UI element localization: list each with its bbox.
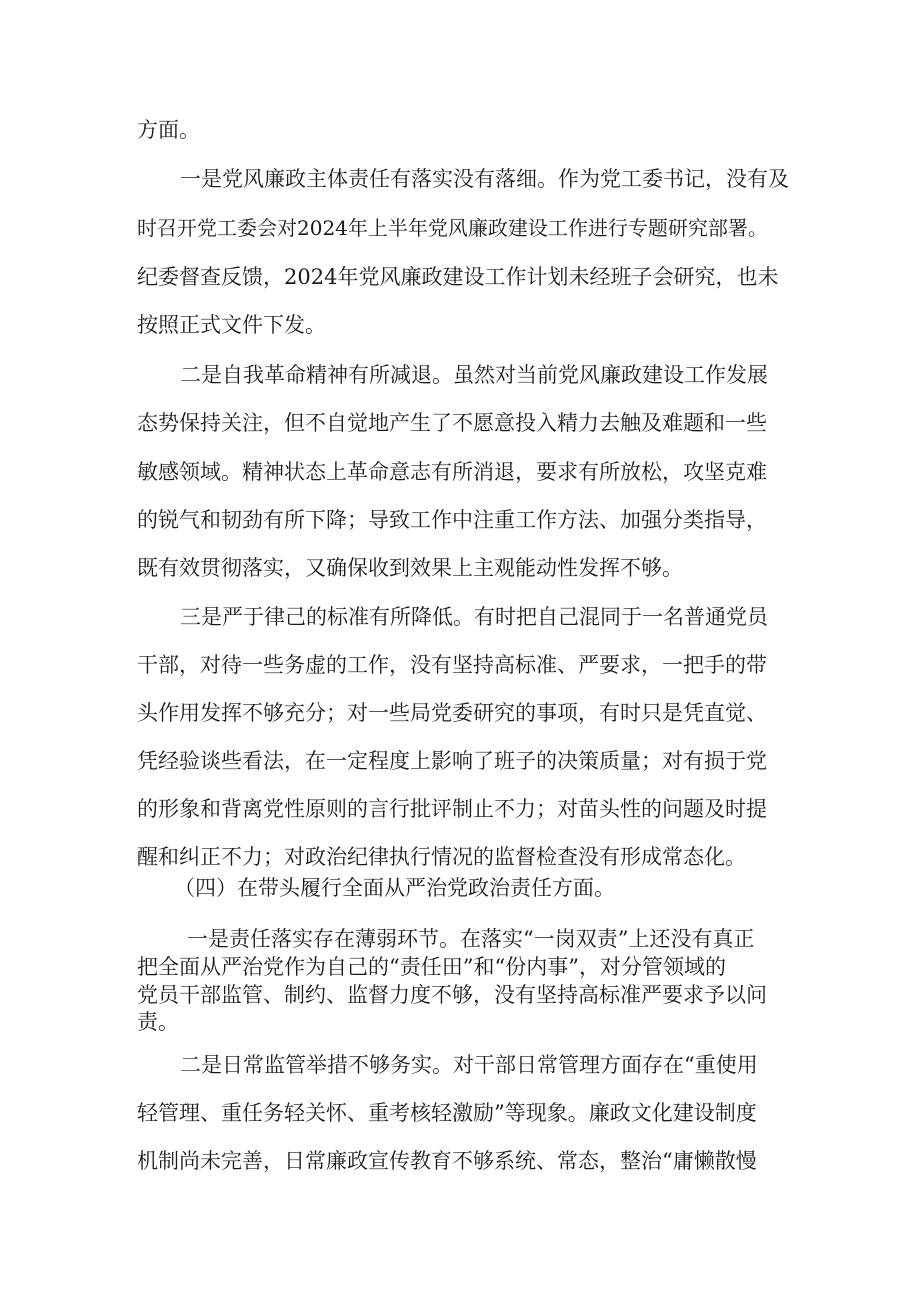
text-line: 既有效贯彻落实，又确保收到效果上主观能动性发挥不够。 [137, 556, 683, 580]
text-line: 三是严于律己的标准有所降低。有时把自己混同于一名普通党员 [180, 605, 768, 629]
text-line: 纪委督查反馈，2024年党风廉政建设工作计划未经班子会研究，也未 [137, 265, 779, 289]
text-line: 二是日常监管举措不够务实。对干部日常管理方面存在“重使用 [180, 1053, 758, 1077]
text-line: 轻管理、重任务轻关怀、重考核轻激励”等现象。廉政文化建设制度 [137, 1101, 757, 1125]
text-line: 责。 [137, 1010, 179, 1034]
section-heading: （四）在带头履行全面从严治党政治责任方面。 [174, 876, 615, 900]
text-line: 二是自我革命精神有所减退。虽然对当前党风廉政建设工作发展 [180, 363, 768, 387]
text-line: 头作用发挥不够充分；对一些局党委研究的事项，有时只是凭直觉、 [137, 701, 767, 725]
text-line: 时召开党工委会对2024年上半年党风廉政建设工作进行专题研究部署。 [137, 216, 768, 240]
text-line: 敏感领域。精神状态上革命意志有所消退，要求有所放松，攻坚克难 [137, 460, 767, 484]
text-line: 党员干部监管、制约、监督力度不够，没有坚持高标准严要求予以问 [137, 983, 767, 1007]
text-line: 醒和纠正不力；对政治纪律执行情况的监督检查没有形成常态化。 [137, 845, 746, 869]
text-line: 一是责任落实存在薄弱环节。在落实“一岗双责”上还没有真正 [187, 927, 755, 951]
text-line: 干部，对待一些务虚的工作，没有坚持高标准、严要求，一把手的带 [137, 653, 767, 677]
text-line: 机制尚未完善，日常廉政宣传教育不够系统、常态，整治“庸懒散慢 [137, 1149, 757, 1173]
text-line: 把全面从严治党作为自己的“责任田”和“份内事”，对分管领域的 [137, 955, 726, 979]
text-line: 的锐气和韧劲有所下降；导致工作中注重工作方法、加强分类指导， [137, 508, 767, 532]
text-line: 的形象和背离党性原则的言行批评制止不力；对苗头性的问题及时提 [137, 797, 767, 821]
text-line: 方面。 [137, 118, 200, 142]
text-line: 一是党风廉政主体责任有落实没有落细。作为党工委书记，没有及 [180, 167, 789, 191]
text-line: 态势保持关注，但不自觉地产生了不愿意投入精力去触及难题和一些 [137, 411, 767, 435]
text-line: 按照正式文件下发。 [137, 313, 326, 337]
text-line: 凭经验谈些看法，在一定程度上影响了班子的决策质量；对有损于党 [137, 749, 767, 773]
